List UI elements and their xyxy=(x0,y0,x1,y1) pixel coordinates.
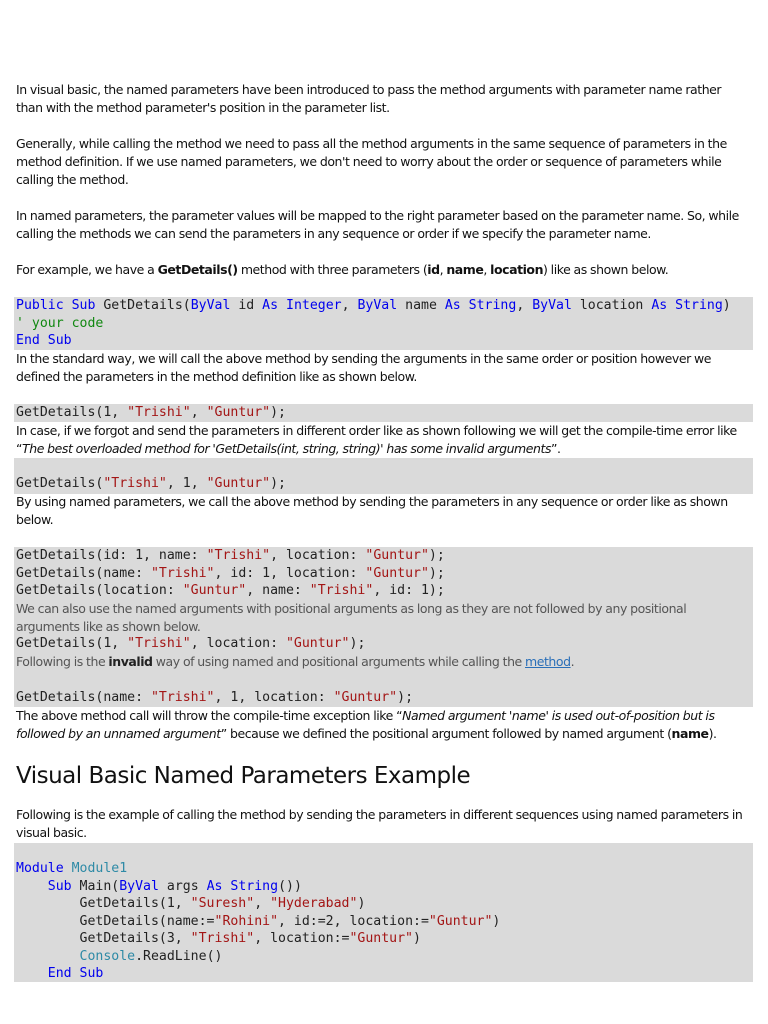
text-run: ” because we defined the positional argument followed by named argument ( xyxy=(220,726,672,741)
string-literal: "Guntur" xyxy=(285,636,350,651)
text-run: ) like as shown below. xyxy=(543,262,669,277)
string-literal: "Suresh" xyxy=(190,896,255,911)
keyword: Sub xyxy=(47,878,72,894)
text-run: way of using named and positional arguments while calling the xyxy=(152,654,526,669)
param-name: name xyxy=(446,262,484,277)
code-text: , 1, location: xyxy=(214,690,334,705)
code-text xyxy=(667,298,675,313)
keyword: As xyxy=(262,298,279,313)
code-line xyxy=(16,930,421,948)
code-text: ); xyxy=(428,565,445,581)
error-message: The best overloaded method for 'GetDetails(int, string, string)' has some invalid arguments xyxy=(22,441,552,456)
code-text: ()) xyxy=(278,878,302,894)
keyword: Sub xyxy=(47,333,72,348)
code-line xyxy=(16,860,127,878)
text-run: . xyxy=(570,654,575,669)
text-run: ”. xyxy=(551,441,561,456)
code-line xyxy=(16,297,731,315)
keyword: String xyxy=(468,298,517,313)
intro-paragraph-3: In named parameters, the parameter values will be mapped to the right parameter based on the parameter name. So, while calling the methods we can send the parameters in any sequence or order if we specify the parameter name. xyxy=(16,208,739,241)
code-text: , id: 1); xyxy=(373,583,445,598)
code-text: , xyxy=(341,298,358,313)
code-text: , xyxy=(516,298,533,313)
exception-message: Named argument 'name' is used out-of-position but is followed by an unnamed argument xyxy=(16,708,715,741)
code-line xyxy=(16,689,413,707)
keyword: ByVal xyxy=(532,298,572,313)
string-literal: "Guntur" xyxy=(365,565,429,581)
code-text: , xyxy=(190,405,207,420)
text-run: The above method call will throw the compile-time exception like “ xyxy=(16,708,403,723)
keyword: Sub xyxy=(71,298,96,313)
keyword: ByVal xyxy=(357,298,398,313)
code-text xyxy=(40,333,48,348)
string-literal: "Trishi" xyxy=(150,690,215,705)
code-line xyxy=(16,965,103,983)
code-text: ) xyxy=(492,913,501,929)
code-line xyxy=(16,582,445,600)
param-name-emphasis: name xyxy=(671,726,709,741)
example-description-paragraph: Following is the example of calling the method by sending the parameters in different sequences using named parameters in visual basic. xyxy=(16,807,743,840)
text-run: , xyxy=(483,262,491,277)
code-text: GetDetails(id: 1, name: xyxy=(16,548,207,563)
code-line xyxy=(16,913,500,931)
keyword: Public xyxy=(16,298,64,313)
string-literal: "Guntur" xyxy=(182,583,247,598)
code-line xyxy=(16,895,365,913)
string-literal: "Guntur" xyxy=(206,476,271,491)
param-id: id xyxy=(427,262,440,277)
code-text: GetDetails(name:= xyxy=(16,913,215,929)
code-text: , id: 1, location: xyxy=(214,565,366,581)
code-text: ); xyxy=(349,636,366,651)
string-literal: "Guntur" xyxy=(365,548,429,563)
code-text: , xyxy=(254,896,271,911)
code-text: ) xyxy=(413,931,421,946)
keyword: End xyxy=(16,333,40,348)
string-literal: "Guntur" xyxy=(333,690,398,705)
keyword: String xyxy=(230,878,279,894)
string-literal: "Trishi" xyxy=(206,548,271,563)
positional-args-paragraph: We can also use the named arguments with positional arguments as long as they are not followed by any positional arguments like as shown below. xyxy=(16,601,687,634)
code-line xyxy=(16,404,286,422)
code-text: args xyxy=(158,878,207,894)
string-literal: "Guntur" xyxy=(349,931,414,946)
code-text: GetDetails(name: xyxy=(16,565,151,581)
named-params-paragraph: By using named parameters, we call the above method by sending the parameters in any sequence or order like as shown below. xyxy=(16,494,728,527)
code-text: Main( xyxy=(71,878,120,894)
code-text: GetDetails(name: xyxy=(16,690,151,705)
intro-paragraph-2: Generally, while calling the method we need to pass all the method arguments in the same sequence of parameters in the method definition. If we use named parameters, we don't need to worry about the order or sequence of parameters while calling the method. xyxy=(16,136,727,187)
text-run: In case, if we forgot and send the parameters in different order like as shown following we will get the compile-time error like “ xyxy=(16,423,737,456)
code-text: name xyxy=(397,298,445,313)
string-literal: "Rohini" xyxy=(214,913,279,929)
method-link[interactable]: method xyxy=(525,654,571,669)
code-text: , location: xyxy=(270,548,366,563)
code-text xyxy=(461,298,469,313)
keyword: End xyxy=(47,966,72,981)
text-run: , xyxy=(439,262,447,277)
keyword: Integer xyxy=(286,298,342,313)
example-intro-paragraph xyxy=(16,261,746,279)
compile-error-paragraph xyxy=(16,422,746,458)
string-literal: "Trishi" xyxy=(190,931,255,946)
text-run: For example, we have a xyxy=(16,262,158,277)
code-text: , name: xyxy=(246,583,310,598)
indent xyxy=(16,949,80,964)
code-line xyxy=(16,547,445,565)
code-text: ); xyxy=(397,690,414,705)
keyword: Module xyxy=(16,861,64,876)
section-heading: Visual Basic Named Parameters Example xyxy=(16,763,471,789)
code-text xyxy=(64,298,72,313)
code-text: GetDetails(location: xyxy=(16,583,183,598)
code-line xyxy=(16,948,222,966)
invalid-emphasis: invalid xyxy=(108,654,153,669)
exception-paragraph xyxy=(16,707,746,743)
code-text xyxy=(72,966,80,981)
string-literal: "Trishi" xyxy=(309,583,374,598)
keyword: ByVal xyxy=(119,878,159,894)
invalid-usage-paragraph xyxy=(16,653,746,671)
code-text: GetDetails(1, xyxy=(16,405,128,420)
text-run: method with three parameters ( xyxy=(237,262,428,277)
keyword: As xyxy=(206,878,223,894)
code-text xyxy=(64,861,72,876)
code-line xyxy=(16,565,445,583)
code-line xyxy=(16,635,365,653)
code-text: ) xyxy=(722,298,731,313)
code-text: , 1, xyxy=(166,476,207,491)
intro-paragraph-1: In visual basic, the named parameters have been introduced to pass the method arguments with parameter name rather than with the method parameter's position in the parameter list. xyxy=(16,82,722,115)
code-text: id xyxy=(230,298,263,313)
code-text: GetDetails( xyxy=(95,298,191,313)
text-run: Following is the xyxy=(16,654,109,669)
code-text: .ReadLine() xyxy=(135,948,223,964)
indent xyxy=(16,966,48,981)
code-text: , id:=2, location:= xyxy=(278,913,429,929)
code-text: ); xyxy=(428,548,445,563)
string-literal: "Guntur" xyxy=(206,405,271,420)
code-text: ); xyxy=(270,405,286,420)
keyword: As xyxy=(444,298,461,313)
code-text: location xyxy=(571,298,652,313)
code-text: GetDetails(3, xyxy=(16,931,191,946)
method-name: GetDetails() xyxy=(157,262,238,277)
code-comment: ' your code xyxy=(16,315,104,331)
code-line xyxy=(16,332,72,350)
code-text: ); xyxy=(270,476,286,491)
keyword: As xyxy=(651,298,668,313)
keyword: Sub xyxy=(79,966,104,981)
indent xyxy=(16,879,48,894)
code-text: , location:= xyxy=(254,931,350,946)
standard-way-paragraph: In the standard way, we will call the above method by sending the arguments in the same order or position however we defined the parameters in the method definition like as shown below. xyxy=(16,351,711,384)
string-literal: "Trishi" xyxy=(150,565,215,581)
code-text: GetDetails(1, xyxy=(16,896,191,911)
string-literal: "Hyderabad" xyxy=(270,896,358,911)
param-location: location xyxy=(490,262,544,277)
code-line xyxy=(16,475,286,493)
type-name: Module1 xyxy=(71,861,128,876)
code-line xyxy=(16,878,302,896)
string-literal: "Trishi" xyxy=(103,476,167,491)
keyword: String xyxy=(675,298,723,313)
code-text: , location: xyxy=(190,636,286,651)
code-text: GetDetails(1, xyxy=(16,636,128,651)
keyword: ByVal xyxy=(190,298,231,313)
code-text: GetDetails( xyxy=(16,476,104,491)
code-text: ) xyxy=(357,896,366,911)
type-name: Console xyxy=(79,948,136,964)
string-literal: "Guntur" xyxy=(428,913,493,929)
code-text xyxy=(278,298,286,313)
string-literal: "Trishi" xyxy=(127,405,191,420)
text-run: ). xyxy=(708,726,717,741)
string-literal: "Trishi" xyxy=(127,636,191,651)
